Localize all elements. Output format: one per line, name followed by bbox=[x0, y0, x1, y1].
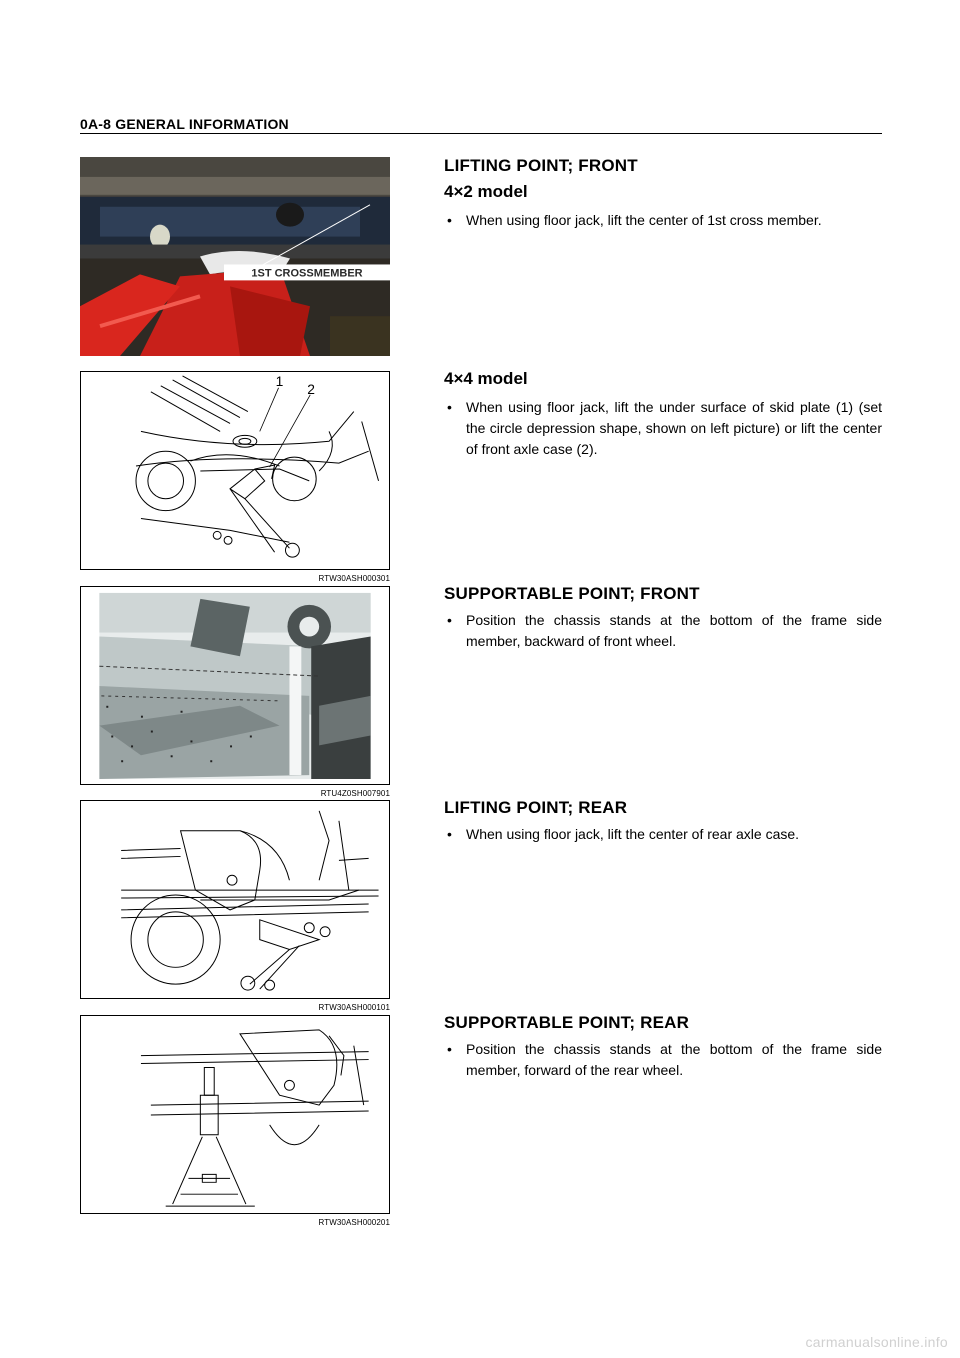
section-subtitle: 4×2 model bbox=[444, 182, 528, 201]
bullet-item bbox=[444, 397, 882, 460]
section-title: LIFTING POINT; FRONT bbox=[444, 156, 638, 175]
section-title: SUPPORTABLE POINT; FRONT bbox=[444, 584, 700, 603]
photo-chassis-stand-front bbox=[81, 587, 389, 784]
section-title: LIFTING POINT; REAR bbox=[444, 798, 628, 817]
figure-rear-support bbox=[80, 1015, 390, 1214]
bullet-glyph: • bbox=[447, 212, 452, 228]
bullet-glyph: • bbox=[447, 1041, 452, 1057]
bullet-text: When using floor jack, lift the center of rear axle case. bbox=[466, 826, 800, 842]
callout-1: 1 bbox=[275, 372, 284, 389]
figure-code: RTW30ASH000301 bbox=[318, 574, 390, 583]
figure-front-lifting-4x2 bbox=[80, 157, 390, 356]
bullet-text: Position the chassis stands at the bottom of the frame side member, backward of front wheel. bbox=[466, 612, 882, 649]
photo-floor-jack-crossmember bbox=[80, 157, 390, 356]
page-header bbox=[80, 116, 882, 134]
figure-rear-lifting bbox=[80, 800, 390, 999]
figure-code: RTW30ASH000101 bbox=[318, 1003, 390, 1012]
bullet-text: When using floor jack, lift the center of 1st cross member. bbox=[466, 212, 822, 228]
drawing-rear-axle-jack bbox=[81, 801, 389, 998]
bullet-item bbox=[444, 1039, 882, 1081]
drawing-skid-plate-jack bbox=[81, 372, 389, 569]
figure-front-support bbox=[80, 586, 390, 785]
bullet-item bbox=[444, 210, 882, 231]
watermark: carmanualsonline.info bbox=[805, 1334, 948, 1350]
callout-2: 2 bbox=[307, 380, 315, 397]
section-support-rear bbox=[444, 1013, 882, 1081]
figure-front-lifting-4x4 bbox=[80, 371, 390, 570]
bullet-text: When using floor jack, lift the under surface of skid plate (1) (set the circle depression shape, shown on left picture) or lift the center of front axle case (2). bbox=[466, 399, 882, 457]
bullet-text: Position the chassis stands at the bottom of the frame side member, forward of the rear wheel. bbox=[466, 1041, 882, 1078]
figure-code: RTU4Z0SH007901 bbox=[320, 789, 390, 798]
section-lifting-rear bbox=[444, 798, 882, 845]
bullet-glyph: • bbox=[447, 826, 452, 842]
section-subtitle: 4×4 model bbox=[444, 369, 528, 388]
section-lifting-front-4x4 bbox=[444, 369, 882, 460]
drawing-rear-chassis-stand bbox=[81, 1016, 389, 1213]
page-header-title: 0A-8 GENERAL INFORMATION bbox=[80, 116, 289, 132]
section-lifting-front bbox=[444, 156, 882, 231]
photo-label: 1ST CROSSMEMBER bbox=[251, 267, 363, 280]
bullet-item bbox=[444, 824, 882, 845]
section-support-front bbox=[444, 584, 882, 652]
bullet-glyph: • bbox=[447, 612, 452, 628]
section-title: SUPPORTABLE POINT; REAR bbox=[444, 1013, 690, 1032]
bullet-glyph: • bbox=[447, 399, 452, 415]
bullet-item bbox=[444, 610, 882, 652]
figure-code: RTW30ASH000201 bbox=[318, 1218, 390, 1227]
